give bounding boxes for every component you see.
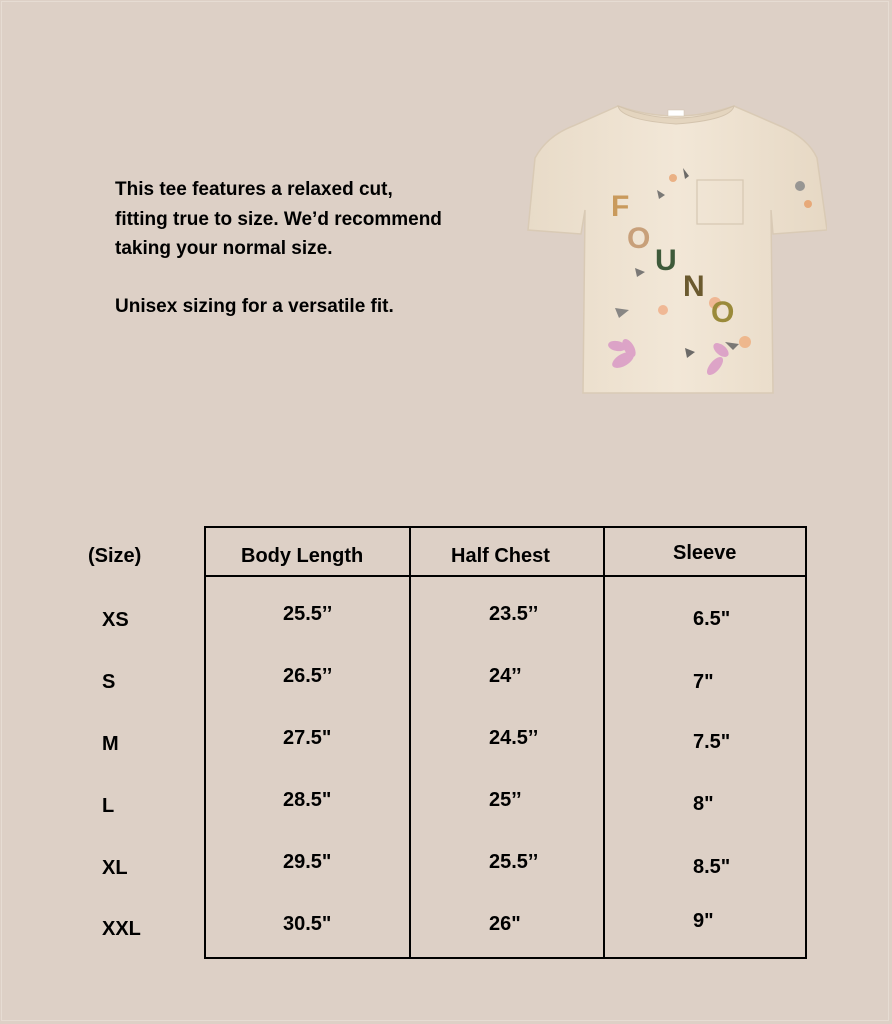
size-label: XS (102, 609, 129, 631)
half-chest-value: 23.5’’ (489, 603, 539, 625)
body-length-value: 27.5" (283, 727, 332, 749)
header-divider (206, 575, 805, 577)
sleeve-value: 8" (693, 793, 714, 815)
body-length-value: 30.5" (283, 913, 332, 935)
letter-n: N (683, 270, 705, 303)
sleeve-value: 7.5" (693, 731, 731, 753)
letter-f: F (611, 190, 630, 223)
size-column-header: (Size) (88, 545, 142, 567)
half-chest-value: 24’’ (489, 665, 522, 687)
tshirt-illustration-icon (525, 98, 827, 396)
size-label: XXL (102, 918, 141, 940)
size-label: S (102, 671, 116, 693)
half-chest-header: Half Chest (451, 545, 550, 567)
letter-o: O (627, 222, 651, 255)
body-length-header: Body Length (241, 545, 364, 567)
body-length-value: 25.5’’ (283, 603, 333, 625)
half-chest-value: 25’’ (489, 789, 522, 811)
sleeve-value: 9" (693, 910, 714, 932)
letter-u: U (655, 244, 677, 277)
letter-d: O (711, 296, 735, 329)
sleeve-value: 7" (693, 671, 714, 693)
half-chest-value: 25.5’’ (489, 851, 539, 873)
fit-description: This tee features a relaxed cut, fitting true to size. We’d recommend taking your normal size. (115, 179, 442, 259)
product-description (115, 175, 445, 321)
sleeve-header: Sleeve (673, 542, 737, 564)
column-divider (409, 528, 411, 957)
unisex-note: Unisex sizing for a versatile fit. (115, 295, 394, 317)
size-label: L (102, 795, 115, 817)
body-length-value: 29.5" (283, 851, 332, 873)
body-length-value: 26.5’’ (283, 665, 333, 687)
half-chest-value: 26" (489, 913, 521, 935)
size-label: XL (102, 857, 128, 879)
column-divider (603, 528, 605, 957)
half-chest-value: 24.5’’ (489, 727, 539, 749)
sleeve-value: 8.5" (693, 856, 731, 878)
size-label: M (102, 733, 119, 755)
sleeve-value: 6.5" (693, 608, 731, 630)
body-length-value: 28.5" (283, 789, 332, 811)
